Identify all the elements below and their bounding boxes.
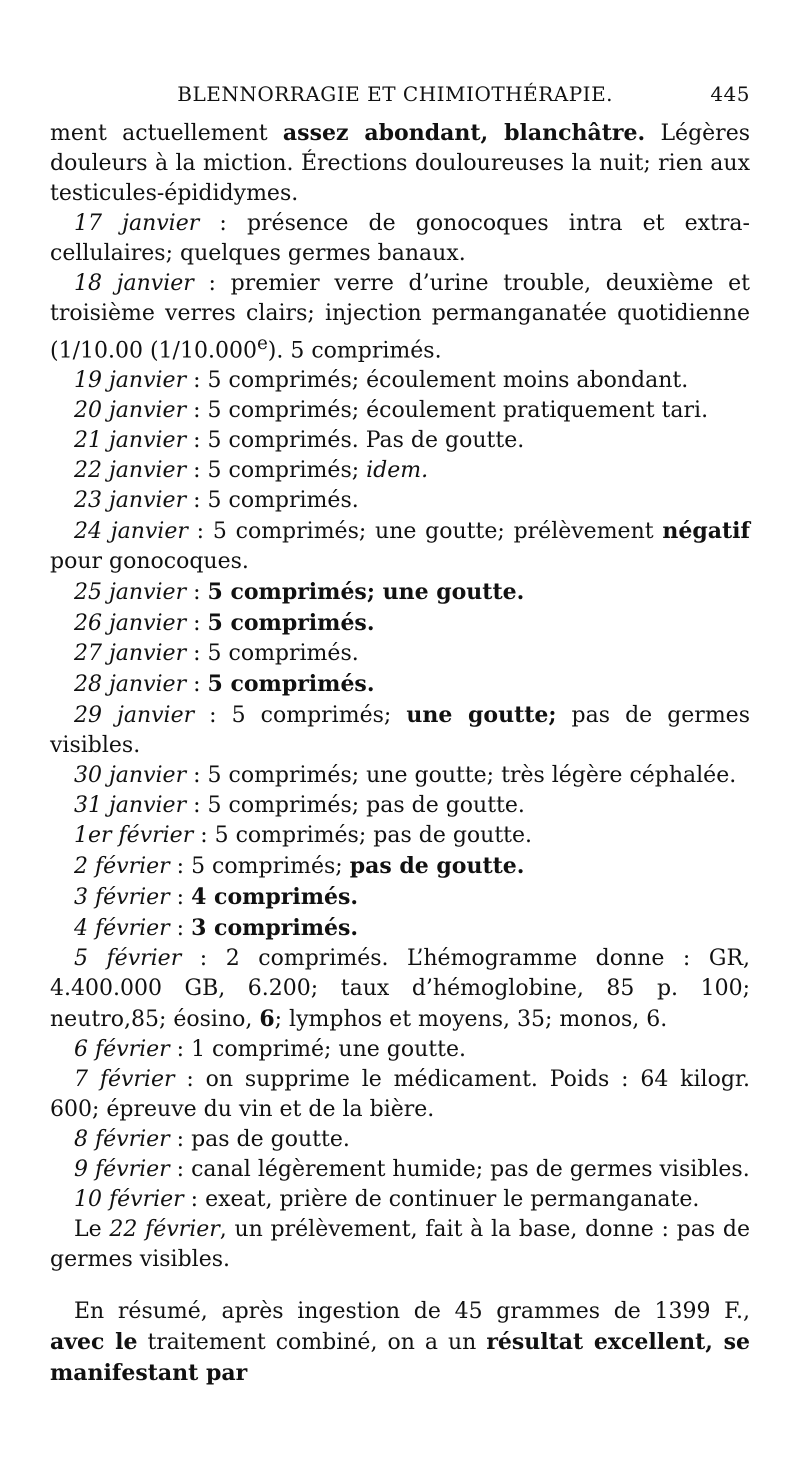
entry-9-fevrier: [50, 1155, 750, 1185]
entry-date: 8 février: [74, 1127, 170, 1153]
entry-text: : 5 comprimés; pas de goutte.: [193, 823, 533, 849]
entry-24-janvier: [50, 516, 750, 577]
entry-date: 3 février: [74, 885, 170, 911]
entry-date: 19 janvier: [74, 368, 187, 394]
bold-text: 5 comprimés.: [207, 671, 375, 698]
entry-date: 9 février: [74, 1157, 170, 1183]
entry-date: 24 janvier: [74, 519, 188, 545]
entry-text: :: [169, 916, 192, 942]
entry-30-janvier: [50, 761, 750, 791]
entry-text: :: [186, 611, 208, 637]
italic-text: idem.: [366, 458, 429, 484]
page-number: 445: [710, 82, 750, 106]
entry-text: : 5 comprimés; écoulement moins abondant.: [186, 368, 689, 394]
entry-text: pas de germes visibles.: [50, 703, 750, 759]
entry-text: , un prélèvement, fait à la base, donne : pas de germes visibles.: [50, 1217, 750, 1273]
entry-text: : 5 comprimés; écoulement pratiquement tari.: [186, 398, 709, 424]
entry-text: : exeat, prière de continuer le permanganate.: [183, 1187, 700, 1213]
entry-date: 30 janvier: [74, 763, 187, 789]
entry-date: 31 janvier: [74, 793, 187, 819]
entry-6-fevrier: [50, 1035, 750, 1065]
entry-18-janvier: [50, 269, 750, 366]
bold-text: 5 comprimés.: [207, 610, 375, 637]
entry-10-fevrier: [50, 1185, 750, 1215]
entry-date: 20 janvier: [74, 398, 187, 424]
entry-text: Le: [74, 1217, 110, 1243]
entry-text: ; lymphos et moyens, 35; monos, 6.: [274, 1007, 668, 1033]
entry-date: 29 janvier: [74, 703, 195, 729]
entry-date: 5 février: [74, 946, 182, 972]
text: ment actuellement: [50, 121, 283, 146]
entry-text: : 5 comprimés; pas de goutte.: [186, 793, 525, 819]
entry-5-fevrier: [50, 944, 750, 1035]
bold-text: avec le: [50, 1329, 138, 1356]
entry-text: :: [169, 885, 192, 911]
entry-date: 27 janvier: [74, 641, 187, 667]
entry-3-fevrier: [50, 882, 750, 913]
entry-27-janvier: [50, 639, 750, 669]
entry-text: : 5 comprimés. Pas de goutte.: [186, 428, 525, 454]
entry-19-janvier: [50, 366, 750, 396]
entry-text: : 5 comprimés; une goutte; prélèvement: [187, 519, 663, 545]
entry-text: : 2 comprimés. L’hémogramme donne : GR, 4.400.000 GB, 6.200; taux d’hémoglobine, 85 p. 100; neutro,85; éosino,: [50, 946, 751, 1033]
entry-text: pour gonocoques.: [50, 549, 249, 575]
bold-text: assez abondant, blanchâtre.: [282, 120, 646, 146]
entry-7-fevrier: [50, 1065, 750, 1125]
entry-text: : présence de gonocoques intra et extra-cellulaires; quelques germes banaux.: [50, 211, 750, 266]
entry-text: :: [186, 672, 208, 698]
entry-25-janvier: [50, 577, 750, 608]
entry-text: : premier verre d’urine trouble, deuxième et troisième verres clairs; injection permanganatée quotidienne (1/10.00 (1/10.000: [50, 271, 750, 364]
entry-22-fevrier: [50, 1215, 750, 1275]
entry-date: 28 janvier: [74, 672, 187, 698]
running-title: BLENNORRAGIE ET CHIMIOTHÉRAPIE.: [177, 82, 614, 106]
entry-21-janvier: [50, 426, 750, 456]
superscript: e: [256, 333, 268, 354]
entry-text: : 5 comprimés;: [169, 854, 350, 880]
entry-date: 18 janvier: [74, 271, 194, 296]
entry-date: 26 janvier: [74, 611, 187, 637]
bold-text: 5 comprimés; une goutte.: [207, 579, 525, 606]
entry-26-janvier: [50, 608, 750, 639]
entry-date: 4 février: [74, 916, 170, 942]
text: Légères douleurs à la miction. Érections douloureuses la nuit; rien aux testicules-épididymes.: [50, 121, 751, 206]
entry-23-janvier: [50, 486, 750, 516]
entry-text: :: [186, 580, 208, 606]
entry-text: : canal légèrement humide; pas de germes visibles.: [169, 1157, 750, 1183]
entry-text: : 5 comprimés; une goutte; très légère céphalée.: [186, 763, 737, 789]
entry-date: 6 février: [74, 1037, 170, 1063]
entry-4-fevrier: [50, 913, 750, 944]
text: En résumé, après ingestion de 45 grammes de 1399 F.,: [74, 1299, 750, 1325]
bold-text: , se manifestant par: [50, 1329, 750, 1387]
entry-date: 17 janvier: [74, 211, 200, 236]
entry-date: 2 février: [74, 854, 170, 880]
entry-29-janvier: [50, 700, 750, 761]
entry-text: : 1 comprimé; une goutte.: [169, 1037, 466, 1063]
paragraph-summary: [50, 1297, 750, 1389]
entry-28-janvier: [50, 669, 750, 700]
entry-31-janvier: [50, 791, 750, 821]
entry-2-fevrier: [50, 851, 750, 882]
bold-text: résultat excellent: [486, 1329, 706, 1356]
bold-text: 6: [259, 1006, 275, 1033]
bold-text: une goutte;: [406, 702, 557, 729]
entry-1-fevrier: [50, 821, 750, 851]
bold-text: négatif: [662, 518, 750, 545]
entry-date: 1er février: [74, 823, 194, 849]
running-header: [50, 82, 750, 106]
entry-date: 21 janvier: [74, 428, 187, 454]
entry-date: 25 janvier: [74, 580, 187, 606]
entry-text: : 5 comprimés.: [186, 488, 359, 514]
entry-date: 23 janvier: [74, 488, 187, 514]
entry-text: : pas de goutte.: [169, 1127, 350, 1153]
bold-text: pas de goutte.: [349, 853, 525, 880]
bold-text: 4 comprimés.: [191, 884, 359, 911]
entry-text: : 5 comprimés;: [194, 703, 407, 729]
entry-date: 7 février: [74, 1067, 175, 1093]
entry-text: ). 5 comprimés.: [267, 338, 442, 364]
entry-text: : 5 comprimés.: [186, 641, 359, 667]
entry-17-janvier: [50, 209, 750, 269]
entry-text: : 5 comprimés;: [186, 458, 367, 484]
paragraph-intro: [50, 118, 750, 209]
entry-date: 10 février: [74, 1187, 184, 1213]
entry-text: : on supprime le médicament. Poids : 64 kilogr. 600; épreuve du vin et de la bière.: [50, 1067, 751, 1123]
entry-date: 22 janvier: [74, 458, 187, 484]
entry-date: 22 février: [109, 1217, 220, 1243]
bold-text: 3 comprimés.: [191, 915, 359, 942]
body-text: [50, 118, 750, 1389]
entry-22-janvier: [50, 456, 750, 486]
entry-8-fevrier: [50, 1125, 750, 1155]
text: traitement combiné, on a un: [137, 1330, 487, 1356]
entry-20-janvier: [50, 396, 750, 426]
